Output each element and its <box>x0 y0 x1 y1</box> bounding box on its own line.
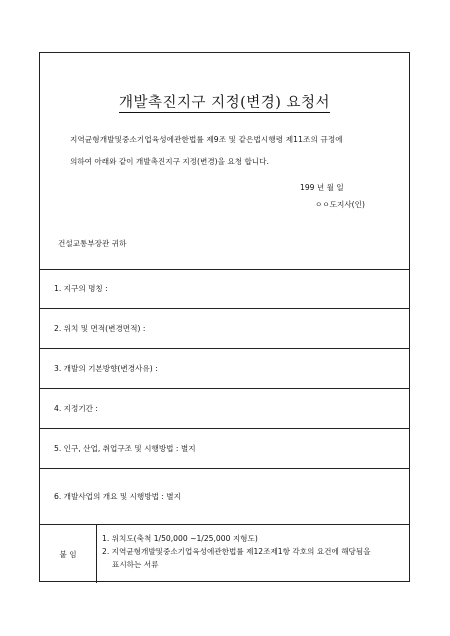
recipient-line: 건설교통부장관 귀하 <box>58 239 127 248</box>
field-label: 1. 지구의 명칭 : <box>54 284 108 293</box>
intro-line-1: 지역균형개발및중소기업육성에관한법률 제9조 및 같은법시행령 제11조의 규정에 <box>70 135 343 144</box>
field-label: 4. 지정기간 : <box>54 404 98 413</box>
form-header <box>40 53 409 270</box>
attachments-label-cell <box>40 525 97 583</box>
attachments-list <box>102 532 407 571</box>
intro-paragraph <box>70 129 395 173</box>
field-label: 6. 개발사업의 개요 및 시행방법 : 별지 <box>54 492 181 501</box>
attachment-item-2-continued: 표시하는 서류 <box>112 560 159 569</box>
date-line: 199 년 월 일 <box>300 183 344 192</box>
applicant-signature: ㅇㅇ도지사(인) <box>315 200 365 209</box>
field-row-development-direction <box>40 349 409 389</box>
field-label: 2. 위치 및 면적(변경면적) : <box>54 324 146 333</box>
field-row-district-name <box>40 269 409 309</box>
field-label: 3. 개발의 기본방향(변경사유) : <box>54 364 158 373</box>
field-row-designation-period <box>40 389 409 429</box>
document-title-text: 개발촉진지구 지정(변경) 요청서 <box>118 95 331 111</box>
request-form <box>39 52 410 582</box>
attachment-item-1: 1. 위치도(축척 1/50,000 ~1/25,000 지형도) <box>102 534 258 543</box>
document-title <box>40 91 409 112</box>
field-label: 5. 인구, 산업, 취업구조 및 시행방법 : 별지 <box>54 444 196 453</box>
attachments-label: 붙 임 <box>59 550 77 559</box>
attachments-section <box>40 525 409 583</box>
field-row-population-industry <box>40 429 409 469</box>
field-row-location-area <box>40 309 409 349</box>
field-row-project-overview <box>40 469 409 525</box>
intro-line-2: 의하여 아래와 같이 개발촉진지구 지정(변경)을 요청 합니다. <box>70 157 269 166</box>
attachment-item-2: 2. 지역균형개발및중소기업육성에관한법률 제12조제1항 각호의 요건에 해당됨을 <box>102 547 371 556</box>
